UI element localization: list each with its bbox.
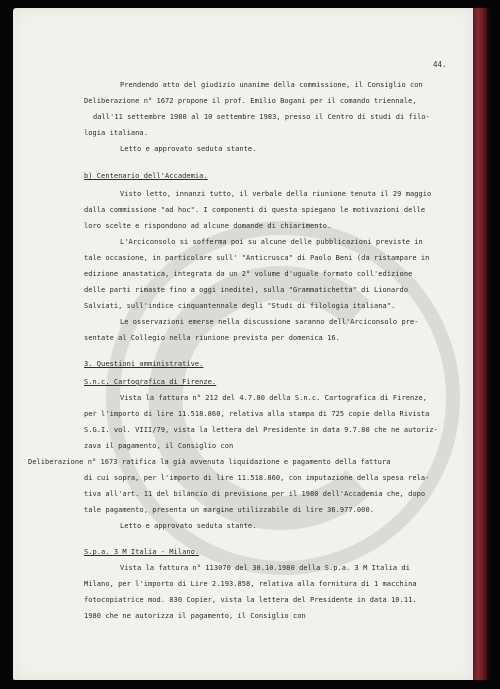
subsection-heading-3m-italia: S.p.a. 3 M Italia - Milano. (84, 548, 200, 556)
binding-edge (487, 8, 490, 680)
subsection-heading-cartografica: S.n.c. Cartografica di Firenze. (84, 378, 217, 386)
paragraph-line: dall'11 settembre 1980 al 10 settembre 1983, presso il Centro di studi di filo- (93, 113, 430, 121)
paragraph-line: edizione anastatica, integrata da un 2° volume d'uguale formato coll'edizione (84, 270, 413, 278)
paragraph-line: Deliberazione n° 1672 propone il prof. Emilio Bogani per il comando triennale, (84, 97, 417, 105)
paragraph-line: Milano, per l'importo di Lire 2.193.858, relativa alla fornitura di 1 macchina (84, 580, 417, 588)
paragraph-line: Letto e approvato seduta stante. (120, 145, 257, 153)
paragraph-line: fotocopiatrice mod. 830 Copier, vista la lettera del Presidente in data 10.11. (84, 596, 417, 604)
paragraph-line: logia italiana. (84, 129, 148, 137)
paragraph-line: dalla commissione "ad hoc". I componenti di questa spiegano le motivazioni delle (84, 206, 426, 214)
paragraph-line: di cui sopra, per l'importo di lire 11.518.860, con imputazione della spesa rela- (84, 474, 430, 482)
page-number: 44. (433, 60, 447, 69)
paragraph-line: tale occasione, in particolare sull' "Anticrusca" di Paolo Beni (da ristampare in (84, 254, 430, 262)
paragraph-line: loro scelte e rispondono ad alcune domande di chiarimento. (84, 222, 332, 230)
paragraph-line: Vista la fattura n° 113070 del 30.10.1980 della S.p.a. 3 M Italia di (120, 564, 410, 572)
paragraph-line: tiva all'art. 11 del bilancio di previsione per il 1980 dell'Accademia che, dopo (84, 490, 426, 498)
paragraph-line: 1980 che ne autorizza il pagamento, il Consiglio con (84, 612, 306, 620)
document-page (13, 8, 473, 680)
section-heading-centenario: b) Centenario dell'Accademia. (84, 172, 208, 180)
binding-spine (473, 8, 487, 680)
paragraph-line: S.G.I. vol. VIII/79, vista la lettera del Presidente in data 9.7.80 che ne autoriz- (84, 426, 438, 434)
section-heading-questioni: 3. Questioni amministrative. (84, 360, 204, 368)
paragraph-line: Letto e approvato seduta stante. (120, 522, 257, 530)
paragraph-line: sentate al Collegio nella riunione prevista per domenica 16. (84, 334, 340, 342)
paragraph-line: Salviati, sull'indice cinquantennale degli "Studi di filologia italiana". (84, 302, 396, 310)
paragraph-line: L'Arciconsolo si sofferma poi su alcune delle pubblicazioni previste in (120, 238, 423, 246)
paragraph-line: delle parti rimaste fino a oggi inedite), sulla "Grammatichetta" di Lionardo (84, 286, 409, 294)
paragraph-line: per l'importo di lire 11.518.860, relativa alla stampa di 725 copie della Rivista (84, 410, 430, 418)
paragraph-line: Deliberazione n° 1673 ratifica la già avvenuta liquidazione e pagamento della fattura (28, 458, 391, 466)
paragraph-line: Le osservazioni emerse nella discussione saranno dell'Arciconsolo pre- (120, 318, 419, 326)
paragraph-line: Vista la fattura n° 212 del 4.7.80 della S.n.c. Cartografica di Firenze, (120, 394, 428, 402)
paragraph-line: zava il pagamento, il Consiglio con (84, 442, 234, 450)
paragraph-line: Prendendo atto del giudizio unanime della commissione, il Consiglio con (120, 81, 423, 89)
paragraph-line: tale pagamento, presenta un margine utilizzabile di lire 36.977.000. (84, 506, 374, 514)
paragraph-line: Visto letto, innanzi tutto, il verbale della riunione tenuta il 29 maggio (120, 190, 432, 198)
